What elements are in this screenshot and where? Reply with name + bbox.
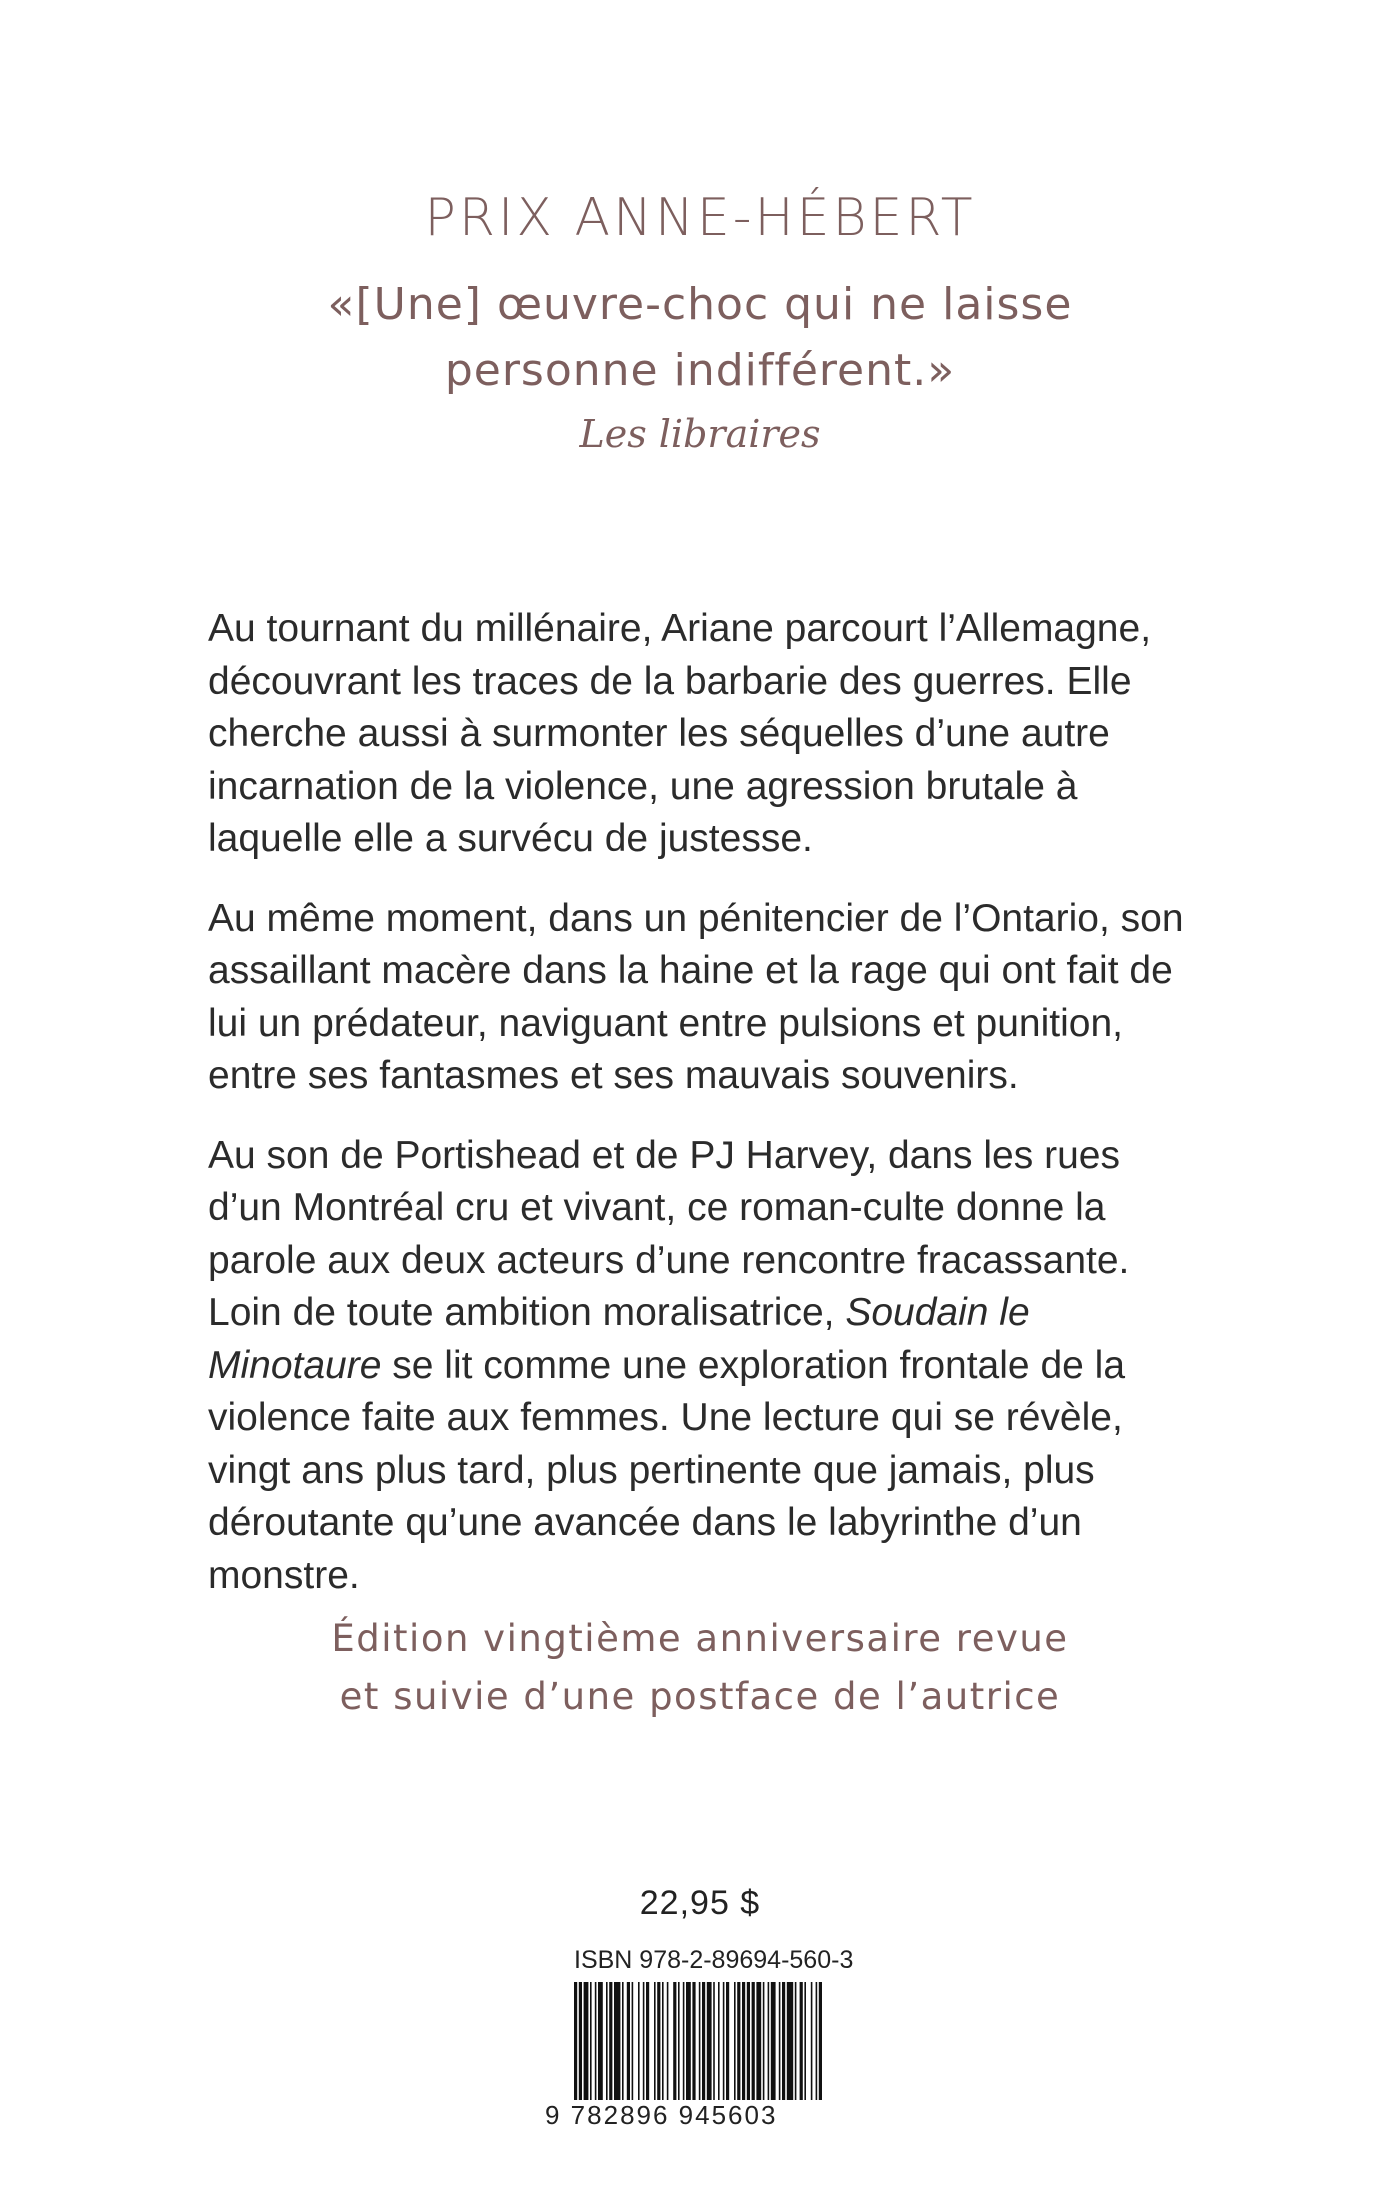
barcode-bar xyxy=(737,1982,740,2100)
barcode-bar xyxy=(718,1982,720,2100)
edition-note-line-1: Édition vingtième anniversaire revue xyxy=(331,1617,1069,1660)
barcode-bar xyxy=(667,1982,669,2100)
barcode-bar xyxy=(622,1982,624,2100)
barcode-bar xyxy=(614,1982,620,2100)
barcode-bar xyxy=(782,1982,785,2100)
barcode-bar xyxy=(742,1982,745,2100)
barcode-bar xyxy=(638,1982,640,2100)
barcode-bar xyxy=(779,1982,781,2100)
award-source: Les libraires xyxy=(579,412,821,456)
award-quote-line-2: personne indifférent.» xyxy=(444,345,956,396)
award-quote-line-1: «[Une] œuvre-choc qui ne laisse xyxy=(327,279,1073,330)
edition-note-line-2: et suivie d’une postface de l’autrice xyxy=(339,1675,1061,1718)
barcode xyxy=(574,1982,824,2100)
barcode-bar xyxy=(609,1982,612,2100)
barcode-bar xyxy=(692,1982,695,2100)
barcode-bar xyxy=(632,1982,634,2100)
blurb-paragraph-1: Au tournant du millénaire, Ariane parcourt l’Allemagne, découvrant les traces de la barbarie des guerres. Elle cherche aussi à surmonter les séquelles d’une autre incarnation de la violence, une agression brutale à laquelle elle a survécu de justesse. xyxy=(208,607,1152,860)
barcode-bar xyxy=(574,1982,577,2100)
barcode-bar xyxy=(683,1982,685,2100)
barcode-digits: 9 782896 945603 xyxy=(545,2100,778,2130)
barcode-bar xyxy=(800,1982,803,2100)
barcode-bar xyxy=(579,1982,582,2100)
barcode-bar xyxy=(756,1982,761,2100)
blurb-paragraph-3-start: Au son de Portishead et de PJ Harvey, dans les rues d’un Montréal cru et vivant, ce roman-culte donne la parole aux deux acteurs d’une rencontre fracassante. Loin de toute ambition moralisatrice, xyxy=(208,1133,1130,1334)
price: 22,95 $ xyxy=(639,1884,761,1922)
barcode-bar xyxy=(816,1982,818,2100)
barcode-bar xyxy=(723,1982,725,2100)
barcode-bar xyxy=(771,1982,776,2100)
barcode-bar xyxy=(678,1982,680,2100)
barcode-bar xyxy=(590,1982,592,2100)
barcode-bar xyxy=(726,1982,729,2100)
barcode-bar xyxy=(686,1982,691,2100)
barcode-bar xyxy=(627,1982,630,2100)
blurb xyxy=(208,603,1198,1629)
blurb-paragraph-2: Au même moment, dans un pénitencier de l’Ontario, son assaillant macère dans la haine et la rage qui ont fait de lui un prédateur, naviguant entre pulsions et punition, entre ses fantasmes et ses mauvais souvenirs. xyxy=(208,896,1184,1097)
barcode-bar xyxy=(811,1982,813,2100)
barcode-bar xyxy=(819,1982,822,2100)
barcode-bar xyxy=(657,1982,660,2100)
edition-note xyxy=(0,1610,1400,1726)
barcode-bar xyxy=(595,1982,597,2100)
blurb-paragraph-3 xyxy=(208,1130,1198,1603)
barcode-bar xyxy=(662,1982,664,2100)
barcode-bar xyxy=(646,1982,649,2100)
barcode-bar xyxy=(763,1982,765,2100)
barcode-bar xyxy=(699,1982,701,2100)
barcode-bar xyxy=(707,1982,712,2100)
barcode-bar xyxy=(787,1982,793,2100)
barcode-bar xyxy=(702,1982,705,2100)
award-title: PRIX ANNE-HÉBERT xyxy=(424,188,976,248)
barcode-bar xyxy=(654,1982,656,2100)
barcode-bar xyxy=(598,1982,603,2100)
award-quote xyxy=(0,272,1400,404)
blurb-paragraph-3-end: se lit comme une exploration frontale de la violence faite aux femmes. Une lecture qui se révèle, vingt ans plus tard, plus pertinente que jamais, plus déroutante qu’une avancée dans le labyrinthe d’un monstre. xyxy=(208,1343,1126,1597)
barcode-bar xyxy=(643,1982,645,2100)
barcode-bar xyxy=(734,1982,736,2100)
barcode-bar xyxy=(747,1982,750,2100)
book-title: Soudain le Minotaure xyxy=(208,1291,1030,1387)
barcode-bar xyxy=(606,1982,608,2100)
barcode-bar xyxy=(752,1982,755,2100)
barcode-bar xyxy=(795,1982,797,2100)
barcode-bar xyxy=(768,1982,770,2100)
barcode-bar xyxy=(804,1982,806,2100)
barcode-bar xyxy=(584,1982,589,2100)
barcode-bar xyxy=(673,1982,676,2100)
barcode-bar xyxy=(713,1982,715,2100)
isbn: ISBN 978-2-89694-560-3 xyxy=(574,1946,854,1974)
